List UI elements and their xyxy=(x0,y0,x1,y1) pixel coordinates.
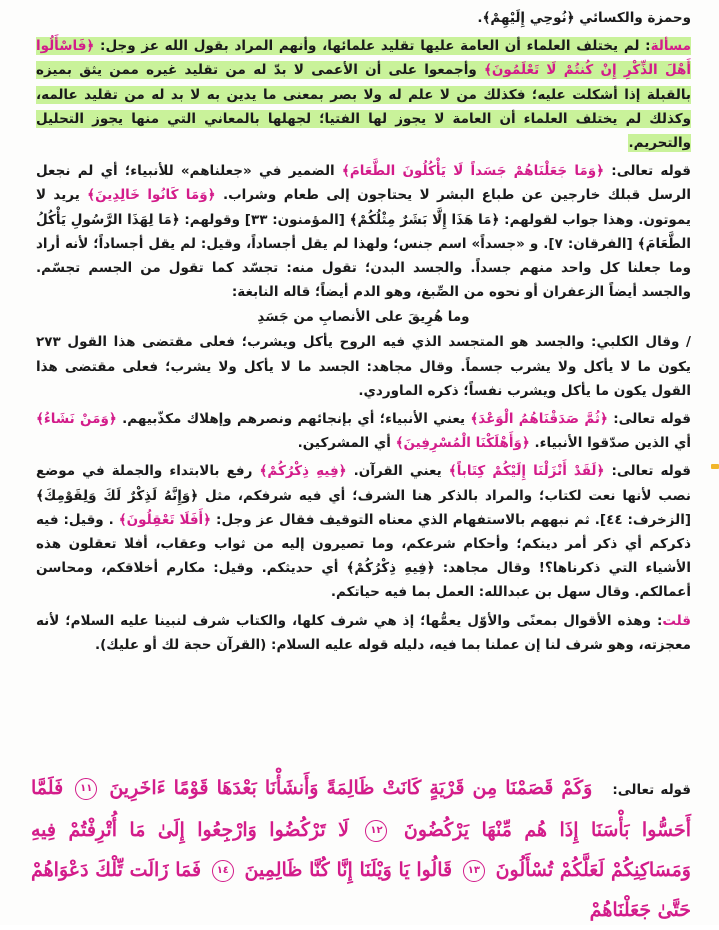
jasad-label: قوله تعالى: xyxy=(611,163,691,180)
page-text xyxy=(36,6,691,657)
ayah-number-12: ١٢ xyxy=(365,820,387,842)
wad-verse-3: ﴿وَأَهْلَكْنَا الْمُسْرِفِينَ﴾ xyxy=(395,435,530,452)
kalbi-text: / وقال الكلبي: والجسد هو المتجسد الذي فيه الروح يأكل ويشرب؛ فعلى مقتضى هذا القول ٢٧٣ يكون ما لا يأكل ولا يشرب جسماً. وقال مجاهد: الجسد ما لا يأكل ولا يشرب؛ فعلى مقتضى هذا القول يكون ما يأكل ويشرب نفساً؛ ذكره الماوردي. xyxy=(36,334,691,399)
kitab-verse-2: ﴿فِيهِ ذِكْرُكُمْ﴾ xyxy=(259,463,347,480)
wad-label: قوله تعالى: xyxy=(613,411,691,428)
kitab-verse-3: ﴿أَفَلَا تَعْقِلُونَ﴾ xyxy=(118,511,212,528)
masala-label: مسألة xyxy=(650,38,692,55)
ayah-12: فَلَمَّا أَحَسُّوا بَأْسَنَا إِذَا هُم مِّنْهَا يَرْكُضُونَ xyxy=(31,777,691,841)
paragraph-qultu xyxy=(36,609,691,657)
paragraph-intro xyxy=(36,6,691,30)
ayah-number-13: ١٣ xyxy=(463,860,485,882)
kitab-verse-1: ﴿لَقَدْ أَنْزَلْنَا إِلَيْكُمْ كِتَاباً﴾ xyxy=(448,463,605,480)
ayah-13: لَا تَرْكُضُوا وَارْجِعُوا إِلَىٰ مَا أُتْرِفْتُمْ فِيهِ وَمَسَاكِنِكُمْ لَعَلَّكُمْ تُسْأَلُونَ xyxy=(31,819,691,881)
kitab-text-3: . وقيل: فيه ذكركم أي ذكر أمر دينكم؛ وأحكام شرعكم، وما تصيرون إليه من ثواب وعقاب، أفلا تعقلون هذه الأشياء التي ذكرناها؟! وقال مجاهد: ﴿فِيهِ ذِكْرُكُمْ﴾ أي حديثكم. وقيل: مكارم أخلاقكم، ومحاسن أعمالكم. وقال سهل بن عبدالله: العمل بما فيه حياتكم. xyxy=(36,511,691,601)
wad-verse-1: ﴿ثُمَّ صَدَقْنَاهُمُ الْوَعْدَ﴾ xyxy=(470,411,608,428)
wad-text-3: أي المشركين. xyxy=(297,435,391,452)
paragraph-jasad xyxy=(36,159,691,304)
jasad-text-2: يريد لا يموتون. وهذا جواب لقولهم: ﴿مَا هَذَا إِلَّا بَشَرٌ مِثْلُكُمْ﴾ [المؤمنون: ٣٣] وقولهم: ﴿مَا لِهَذَا الرَّسُولِ يَأْكُلُ الطَّعَامَ﴾ [الفرقان: ٧]. و «جسداً» اسم جنس؛ ولهذا لم يقل أجساداً، وقيل: لم يقل أجساداً؛ لأنه أراد وما جعلنا كل واحد منهم جسداً. والجسد البدن؛ تقول منه: تجسّد كما تقول من الجسم تجسّم. والجسد أيضاً الزعفران أو نحوه من الصِّبغ، وهو الدم أيضاً؛ قاله النابغة: xyxy=(36,187,691,301)
kitab-text-1: يعني القرآن. xyxy=(353,463,442,480)
qultu-text: : وهذه الأقوال بمعنًى والأوّل يعمُّها؛ إذ هي شرف كلها، والكتاب شرف لنبينا عليه السلام؛ لأنه معجزته، وهو شرف لنا إن عملنا بما فيه، دليله قوله عليه السلام: (القرآن حجة لك أو عليك). xyxy=(36,612,691,653)
paragraph-wad xyxy=(36,407,691,455)
paragraph-kalbi xyxy=(36,330,691,403)
ayah-15: فَمَا زَالَت تِّلْكَ دَعْوَاهُمْ حَتَّىٰ جَعَلْنَاهُمْ xyxy=(31,859,691,921)
quran-verses xyxy=(31,768,691,930)
ayah-14: قَالُوا يَا وَيْلَنَا إِنَّا كُنَّا ظَالِمِينَ xyxy=(244,859,453,881)
kitab-text-2: رفع بالابتداء والجملة في موضع نصب لأنها نعت لكتاب؛ والمراد بالذكر هنا الشرف؛ أي فيه شرفكم، مثل ﴿وَإِنَّهُ لَذِكْرٌ لَكَ وَلِقَوْمِكَ﴾ [الزخرف: ٤٤]. ثم نبههم بالاستفهام الذي معناه التوقيف فقال عز وجل: xyxy=(36,463,691,528)
kitab-label: قوله تعالى: xyxy=(611,463,692,480)
poem-line: وما هُرِيقَ على الأنصابِ من جَسَدِ xyxy=(257,309,470,326)
wad-verse-2: ﴿وَمَنْ نَشَاءُ﴾ xyxy=(36,411,117,428)
wad-text-2: أي الذين صدّقوا الأنبياء. xyxy=(534,435,691,452)
jasad-text-1: الضمير في «جعلناهم» للأنبياء؛ أي لم نجعل الرسل قبلك خارجين عن طباع البشر لا يحتاجون إلى طعام وشراب. xyxy=(36,163,691,204)
ayat-label: قوله تعالى: xyxy=(612,782,691,798)
wad-text-1: يعني الأنبياء؛ أي بإنجائهم ونصرهم وإهلاك مكذّبيهم. xyxy=(122,411,466,428)
paragraph-masala xyxy=(36,34,691,155)
intro-text: وحمزة والكسائي ﴿نُوحِي إِلَيْهِمْ﴾. xyxy=(477,10,691,26)
scroll-position-marker[interactable] xyxy=(711,464,719,469)
jasad-verse-1: ﴿وَمَا جَعَلْنَاهُمْ جَسَداً لَا يَأْكُلُونَ الطَّعَامَ﴾ xyxy=(341,163,605,180)
ayah-number-14: ١٤ xyxy=(212,860,234,882)
ayah-11: وَكَمْ قَصَمْنَا مِن قَرْيَةٍ كَانَتْ ظَالِمَةً وَأَنشَأْنَا بَعْدَهَا قَوْمًا ءَاخَرِينَ xyxy=(109,777,593,799)
masala-text-1: : لم يختلف العلماء أن العامة عليها تقليد علمائها، وأنهم المراد بقول الله عز وجل: xyxy=(100,38,651,55)
jasad-verse-2: ﴿وَمَا كَانُوا خَالِدِينَ﴾ xyxy=(87,187,216,204)
ayah-number-11: ١١ xyxy=(75,778,97,800)
masala-verse: ﴿فَاسْأَلُوا أَهْلَ الذِّكْرِ إِنْ كُنتُمْ لَا تَعْلَمُونَ﴾ xyxy=(36,38,691,79)
qultu-label: قلت xyxy=(662,612,691,629)
paragraph-kitab xyxy=(36,459,691,604)
masala-text-2: وأجمعوا على أن الأعمى لا بدّ له من تقليد غيره ممن يثق بميزه بالقبلة إذا أشكلت عليه؛ فكذلك من لا علم له ولا بصر بمعنى ما يدين به لا بد له من تقليد عالمه، وكذلك لم يختلف العلماء أن العامة لا يجوز لها الفتيا؛ لجهلها بالمعاني التي منها يجوز التحليل والتحريم. xyxy=(36,62,691,152)
